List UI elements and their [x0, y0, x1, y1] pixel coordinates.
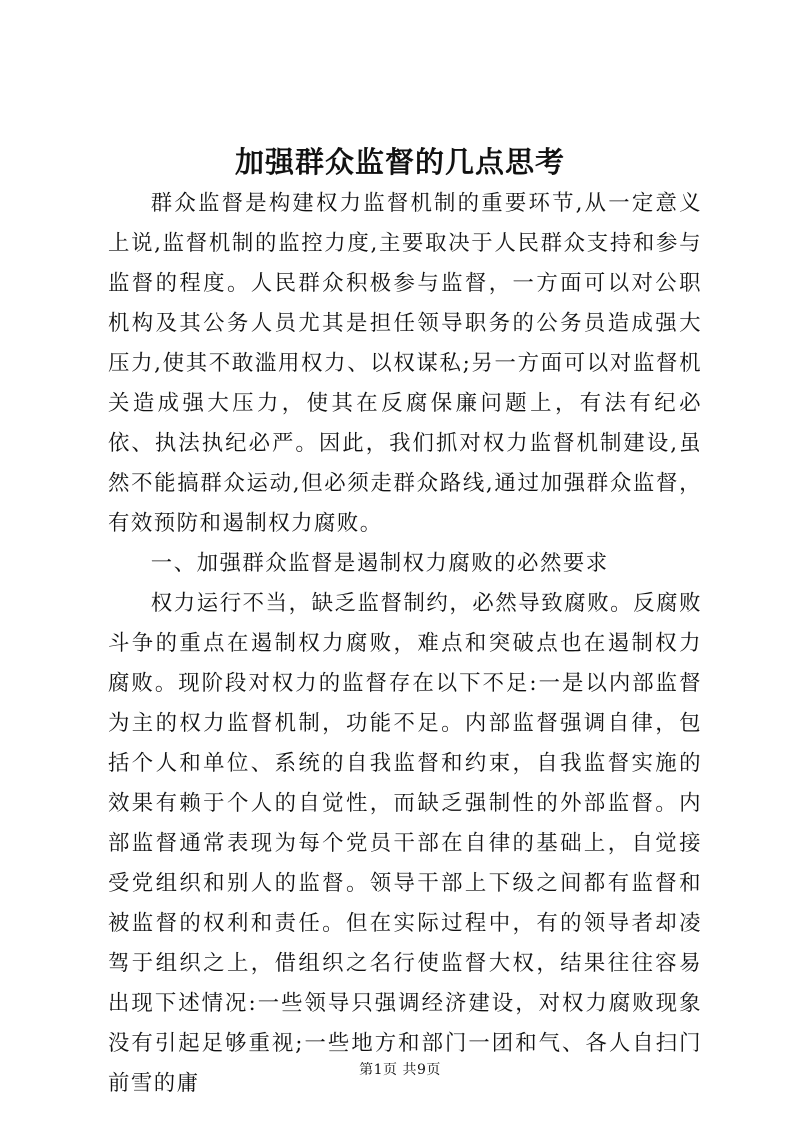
document-title: 加强群众监督的几点思考 — [234, 145, 565, 179]
intro-paragraph: 群众监督是构建权力监督机制的重要环节,从一定意义上说,监督机制的监控力度,主要取决于人民群众支持和参与监督的程度。人民群众积极参与监督，一方面可以对公职机构及其公务人员尤其是担任领导职务的公务员造成强大压力,使其不敢滥用权力、以权谋私;另一方面可以对监督机关造成强大压力，使其在反腐保廉问题上，有法有纪必依、执法执纪必严。因此，我们抓对权力监督机制建设,虽然不能搞群众运动,但必须走群众路线,通过加强群众监督，有效预防和遏制权力腐败。 — [108, 191, 702, 536]
page-footer: 第1页 共9页 — [359, 1062, 441, 1078]
document-body — [108, 184, 702, 1104]
section-paragraph: 权力运行不当，缺乏监督制约，必然导致腐败。反腐败斗争的重点在遏制权力腐败，难点和突破点也在遏制权力腐败。现阶段对权力的监督存在以下不足:一是以内部监督为主的权力监督机制，功能不足。内部监督强调自律，包括个人和单位、系统的自我监督和约束，自我监督实施的效果有赖于个人的自觉性，而缺乏强制性的外部监督。内部监督通常表现为每个党员干部在自律的基础上，自觉接受党组织和别人的监督。领导干部上下级之间都有监督和被监督的权利和责任。但在实际过程中，有的领导者却凌驾于组织之上，借组织之名行使监督大权，结果往往容易出现下述情况:一些领导只强调经济建设，对权力腐败现象没有引起足够重视;一些地方和部门一团和气、各人自扫门前雪的庸 — [108, 591, 702, 1096]
section-heading: 一、加强群众监督是遏制权力腐败的必然要求 — [150, 551, 609, 576]
